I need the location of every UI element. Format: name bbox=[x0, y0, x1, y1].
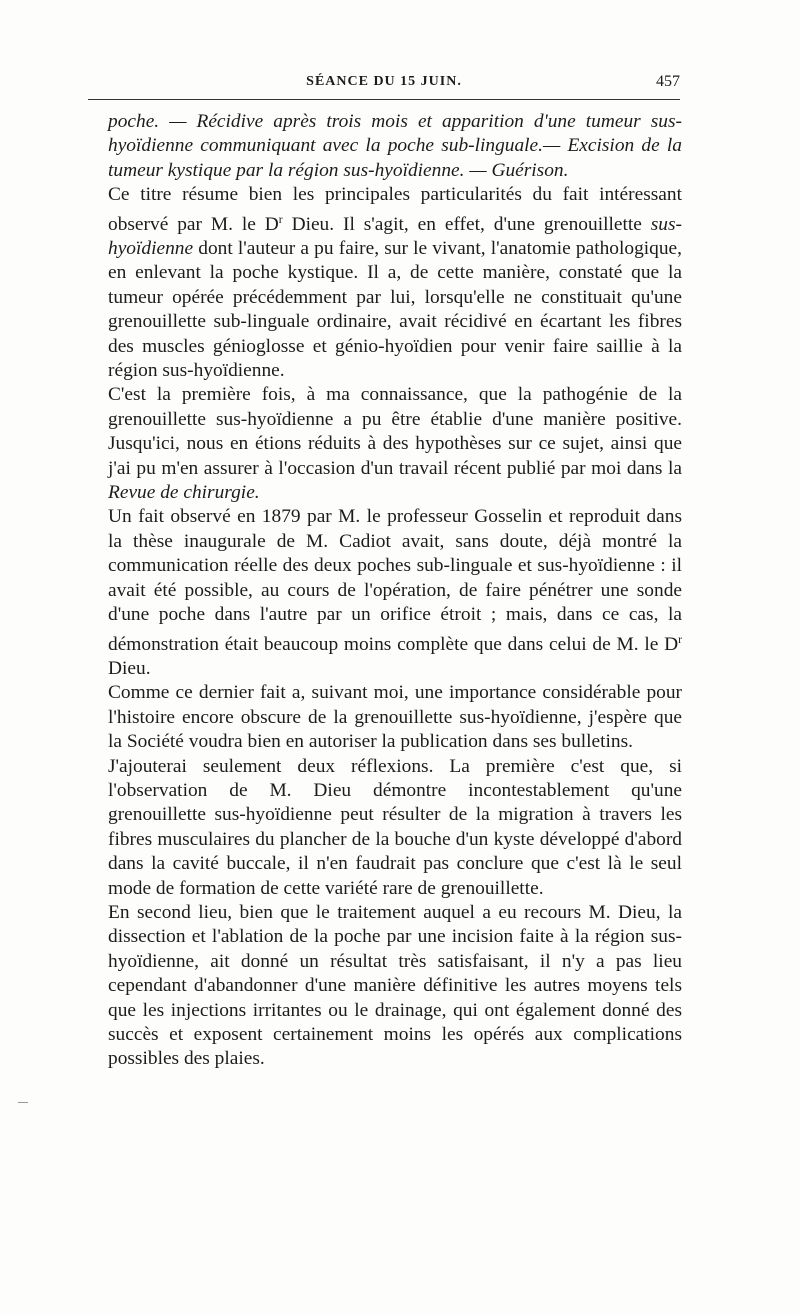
paragraph bbox=[108, 383, 682, 505]
margin-mark bbox=[18, 1102, 28, 1103]
header-rule bbox=[88, 99, 680, 100]
text-segment: sus-hyoïdienne bbox=[108, 213, 682, 259]
text-segment: dont l'auteur a pu faire, sur le vivant, l'anatomie pathologique, en enlevant la poche kystique. Il a, de cette manière, constaté que la tumeur opérée précédemment par lui, lorsqu'elle ne constituait qu'une grenouillette sub-linguale ordinaire, avait récidivé en écartant les fibres des muscles génioglosse et génio-hyoïdien pour venir faire saillie à la région sus-hyoïdienne. bbox=[108, 238, 682, 382]
paragraph bbox=[108, 681, 682, 754]
paragraph bbox=[108, 755, 682, 901]
text-segment: Dieu. Il s'agit, en effet, d'une grenouillette bbox=[282, 213, 651, 235]
paragraph bbox=[108, 183, 682, 383]
text-segment: poche. — Récidive après trois mois et apparition d'une tumeur sus-hyoïdienne communiquant avec la poche sub-linguale.— Excision de la tumeur kystique par la région sus-hyoïdienne. — Guérison. bbox=[108, 111, 682, 181]
paragraph bbox=[108, 505, 682, 681]
text-segment: J'ajouterai seulement deux réflexions. La première c'est que, si l'observation de M. Dieu démontre incontestablement qu'une grenouillette sus-hyoïdienne peut résulter de la migration à travers les fibres musculaires du plancher de la bouche d'un kyste développé d'abord dans la cavité buccale, il n'en faudrait pas conclure que c'est là le seul mode de formation de cette variété rare de grenouillette. bbox=[108, 755, 682, 899]
body-text bbox=[108, 110, 682, 1072]
text-segment: r bbox=[278, 212, 283, 226]
text-segment: r bbox=[678, 632, 682, 646]
running-head bbox=[88, 74, 680, 98]
page-number: 457 bbox=[656, 73, 680, 90]
text-segment: Dieu. bbox=[108, 657, 151, 679]
paragraph-title-continuation bbox=[108, 110, 682, 183]
text-segment: Revue de chirurgie. bbox=[108, 482, 260, 504]
running-head-title: SÉANCE DU 15 JUIN. bbox=[306, 74, 462, 89]
text-segment: Un fait observé en 1879 par M. le professeur Gosselin et reproduit dans la thèse inaugurale de M. Cadiot avait, sans doute, déjà montré la communication réelle des deux poches sub-linguale et sus-hyoïdienne : il avait été possible, au cours de l'opération, de faire pénétrer une sonde d'une poche dans l'autre par un orifice étroit ; mais, dans ce cas, la démonstration était beaucoup moins complète que dans celui de M. le D bbox=[108, 506, 682, 655]
paragraph bbox=[108, 901, 682, 1072]
text-segment: En second lieu, bien que le traitement auquel a eu recours M. Dieu, la dissection et l'ablation de la poche par une incision faite à la région sus-hyoïdienne, ait donné un résultat très satisfaisant, il n'y a pas lieu cependant d'abandonner d'une manière définitive les autres moyens tels que les injections irritantes ou le drainage, qui ont également donné des succès et exposent certainement moins les opérés aux complications possibles des plaies. bbox=[108, 901, 682, 1070]
text-segment: Comme ce dernier fait a, suivant moi, une importance considérable pour l'histoire encore obscure de la grenouillette sus-hyoïdienne, j'espère que la Société voudra bien en autoriser la publication dans ses bulletins. bbox=[108, 682, 682, 753]
text-segment: Ce titre résume bien les principales particularités du fait intéressant observé par M. le D bbox=[108, 184, 682, 235]
text-segment: C'est la première fois, à ma connaissance, que la pathogénie de la grenouillette sus-hyoïdienne a pu être établie d'une manière positive. Jusqu'ici, nous en étions réduits à des hypothèses sur ce sujet, ainsi que j'ai pu m'en assurer à l'occasion d'un travail récent publié par moi dans la bbox=[108, 384, 682, 479]
